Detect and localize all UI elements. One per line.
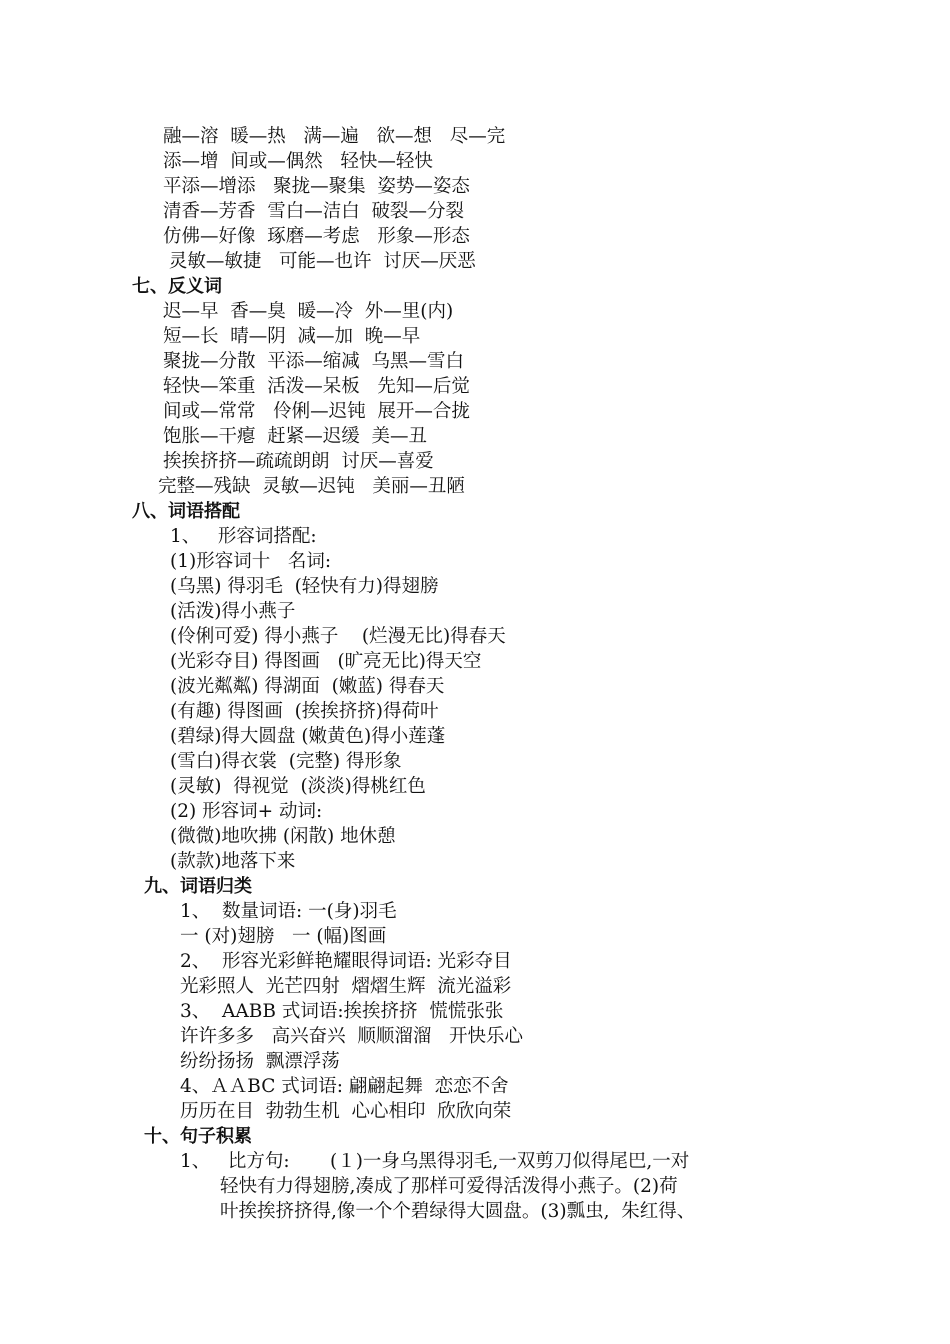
antonym-line: 轻快—笨重 活泼—呆板 先知—后觉 <box>163 376 470 397</box>
section-heading-antonyms: 七、反义词 <box>132 276 222 297</box>
collocation-line: (有趣) 得图画 (挨挨挤挤)得荷叶 <box>170 701 439 722</box>
section-heading-sentences: 十、句子积累 <box>144 1126 252 1147</box>
classification-line: 2、 形容光彩鲜艳耀眼得词语: 光彩夺目 <box>180 951 512 972</box>
sentence-line: 轻快有力得翅膀,凑成了那样可爱得活泼得小燕子。(2)荷 <box>220 1176 678 1197</box>
synonym-line: 灵敏—敏捷 可能—也许 讨厌—厌恶 <box>163 251 476 272</box>
synonym-line: 清香—芳香 雪白—洁白 破裂—分裂 <box>163 201 465 222</box>
synonym-line: 融—溶 暖—热 满—遍 欲—想 尽—完 <box>163 126 506 147</box>
classification-line: 纷纷扬扬 飘漂浮荡 <box>180 1051 340 1072</box>
subheading: 1、 形容词搭配: <box>170 526 317 547</box>
subheading: (2) 形容词+ 动词: <box>170 801 323 822</box>
collocation-line: (款款)地落下来 <box>170 851 296 872</box>
collocation-line: (波光粼粼) 得湖面 (嫩蓝) 得春天 <box>170 676 445 697</box>
classification-line: 一 (对)翅膀 一 (幅)图画 <box>180 926 387 947</box>
classification-line: 历历在目 勃勃生机 心心相印 欣欣向荣 <box>180 1101 512 1122</box>
section-heading-classification: 九、词语归类 <box>144 876 252 897</box>
antonym-line: 迟—早 香—臭 暖—冷 外—里(内) <box>163 301 454 322</box>
collocation-line: (碧绿)得大圆盘 (嫩黄色)得小莲蓬 <box>170 726 446 747</box>
collocation-line: (光彩夺目) 得图画 (旷亮无比)得天空 <box>170 651 482 672</box>
classification-line: 4、ＡＡBC 式词语: 翩翩起舞 恋恋不舍 <box>180 1076 509 1097</box>
synonym-line: 平添—增添 聚拢—聚集 姿势—姿态 <box>163 176 470 197</box>
synonym-line: 仿佛—好像 琢磨—考虑 形象—形态 <box>163 226 470 247</box>
collocation-line: (灵敏) 得视觉 (淡淡)得桃红色 <box>170 776 426 797</box>
antonym-line: 挨挨挤挤—疏疏朗朗 讨厌—喜爱 <box>163 451 434 472</box>
collocation-line: (微微)地吹拂 (闲散) 地休憩 <box>170 826 396 847</box>
antonym-line: 饱胀—干瘪 赶紧—迟缓 美—丑 <box>163 426 428 447</box>
collocation-line: (雪白)得衣裳 (完整) 得形象 <box>170 751 402 772</box>
synonym-line: 添—增 间或—偶然 轻快—轻快 <box>163 151 433 172</box>
classification-line: 3、 AABB 式词语:挨挨挤挤 慌慌张张 <box>180 1001 504 1022</box>
antonym-line: 聚拢—分散 平添—缩减 乌黑—雪白 <box>163 351 465 372</box>
antonym-line: 完整—残缺 灵敏—迟钝 美丽—丑陋 <box>158 476 465 497</box>
sentence-item-label: 1、 比方句: <box>180 1151 296 1172</box>
sentence-line: (１)一身乌黑得羽毛,一双剪刀似得尾巴,一对 <box>330 1151 690 1172</box>
section-heading-collocation: 八、词语搭配 <box>132 501 240 522</box>
classification-line: 许许多多 高兴奋兴 顺顺溜溜 开快乐心 <box>180 1026 524 1047</box>
collocation-line: (乌黑) 得羽毛 (轻快有力)得翅膀 <box>170 576 439 597</box>
subheading: (1)形容词十 名词: <box>170 551 332 572</box>
classification-line: 光彩照人 光芒四射 熠熠生辉 流光溢彩 <box>180 976 512 997</box>
antonym-line: 间或—常常 伶俐—迟钝 展开—合拢 <box>163 401 470 422</box>
collocation-line: (活泼)得小燕子 <box>170 601 296 622</box>
sentence-line: 叶挨挨挤挤得,像一个个碧绿得大圆盘。(3)瓢虫, 朱红得、 <box>220 1201 696 1222</box>
collocation-line: (伶俐可爱) 得小燕子 (烂漫无比)得春天 <box>170 626 506 647</box>
antonym-line: 短—长 晴—阴 减—加 晚—早 <box>163 326 421 347</box>
classification-line: 1、 数量词语: 一(身)羽毛 <box>180 901 397 922</box>
